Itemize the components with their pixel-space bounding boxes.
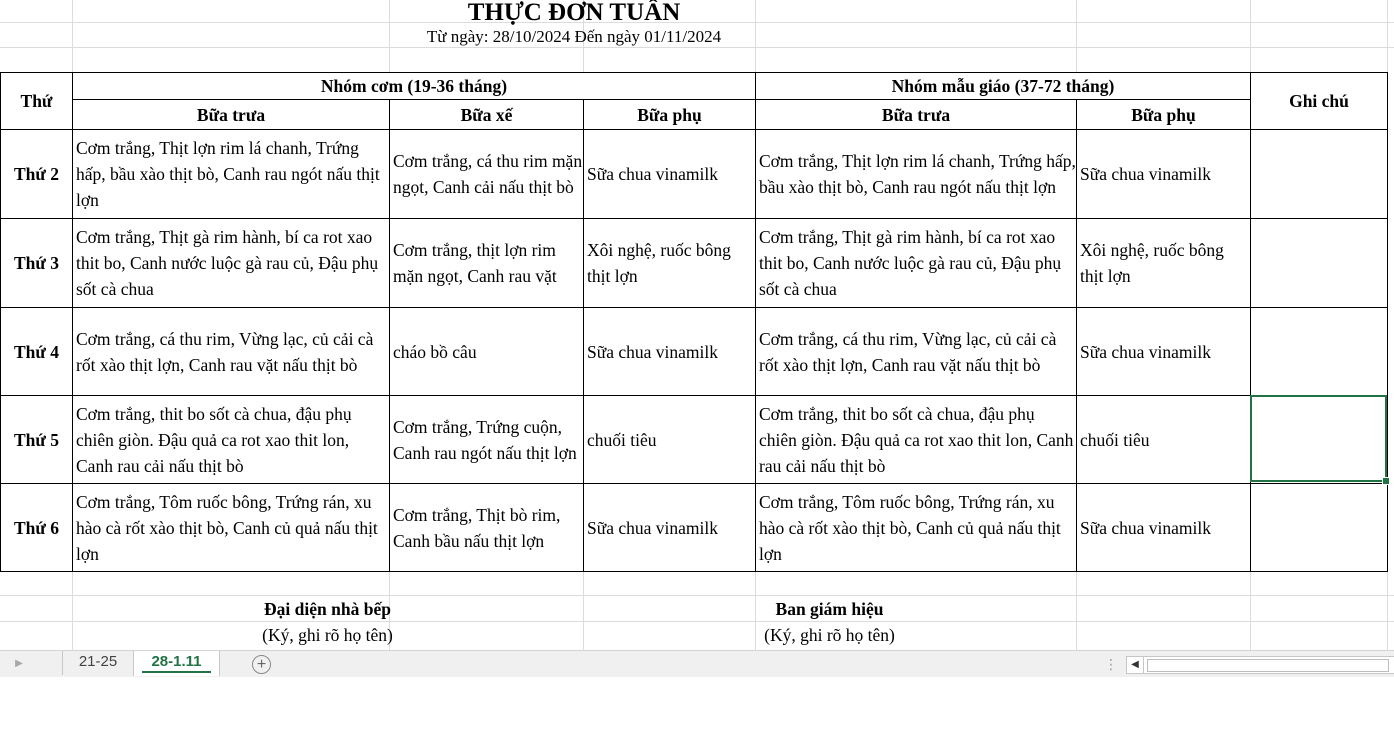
g1-afternoon-cell[interactable]: cháo bồ câu <box>390 308 584 396</box>
sheet-tab-bar <box>0 650 1394 677</box>
header-group-kindergarten[interactable]: Nhóm mẫu giáo (37-72 tháng) <box>756 73 1251 100</box>
g2-snack-cell[interactable]: Sữa chua vinamilk <box>1077 484 1251 572</box>
selected-cell[interactable] <box>1250 395 1387 482</box>
notes-cell[interactable] <box>1251 484 1388 572</box>
g2-lunch-cell[interactable]: Cơm trắng, thit bo sốt cà chua, đậu phụ chiên giòn. Đậu quả ca rot xao thit lon, Canh rau cải nấu thịt bò <box>756 396 1077 484</box>
horizontal-scrollbar[interactable] <box>1126 656 1394 674</box>
sheet-tab-21-25[interactable]: 21-25 <box>62 651 133 675</box>
g2-lunch-cell[interactable]: Cơm trắng, Thịt gà rim hành, bí ca rot xao thit bo, Canh nước luộc gà rau củ, Đậu phụ sốt cà chua <box>756 219 1077 308</box>
kitchen-signature-note[interactable]: (Ký, ghi rõ họ tên) <box>262 625 393 645</box>
table-row <box>1 308 1388 396</box>
g2-snack-cell[interactable]: Sữa chua vinamilk <box>1077 130 1251 219</box>
triangle-right-icon[interactable]: ▶ <box>15 658 23 669</box>
g1-lunch-cell[interactable]: Cơm trắng, thit bo sốt cà chua, đậu phụ chiên giòn. Đậu quả ca rot xao thit lon, Canh rau cải nấu thịt bò <box>73 396 390 484</box>
table-row <box>1 396 1388 484</box>
g1-afternoon-cell[interactable]: Cơm trắng, cá thu rim mặn ngọt, Canh cải nấu thịt bò <box>390 130 584 219</box>
g1-snack-cell[interactable]: Sữa chua vinamilk <box>584 308 756 396</box>
day-cell[interactable]: Thứ 2 <box>1 130 73 219</box>
g1-snack-cell[interactable]: Sữa chua vinamilk <box>584 130 756 219</box>
g1-snack-cell[interactable]: Xôi nghệ, ruốc bông thịt lợn <box>584 219 756 308</box>
header-g2-lunch[interactable]: Bữa trưa <box>756 100 1077 130</box>
header-g1-afternoon[interactable]: Bữa xế <box>390 100 584 130</box>
notes-cell[interactable] <box>1251 308 1388 396</box>
g1-lunch-cell[interactable]: Cơm trắng, cá thu rim, Vừng lạc, củ cải cà rốt xào thịt lợn, Canh rau vặt nấu thịt bò <box>73 308 390 396</box>
plus-circle-icon[interactable]: + <box>252 655 271 674</box>
g2-lunch-cell[interactable]: Cơm trắng, cá thu rim, Vừng lạc, củ cải cà rốt xào thịt lợn, Canh rau vặt nấu thịt bò <box>756 308 1077 396</box>
vertical-dots-icon[interactable]: ⋮ <box>1104 656 1118 672</box>
day-cell[interactable]: Thứ 5 <box>1 396 73 484</box>
g2-lunch-cell[interactable]: Cơm trắng, Thịt lợn rim lá chanh, Trứng hấp, bầu xào thịt bò, Canh rau ngót nấu thịt lợn <box>756 130 1077 219</box>
day-cell[interactable]: Thứ 3 <box>1 219 73 308</box>
g1-lunch-cell[interactable]: Cơm trắng, Thịt lợn rim lá chanh, Trứng hấp, bầu xào thịt bò, Canh rau ngót nấu thịt lợn <box>73 130 390 219</box>
active-tab-label: 28-1.11 <box>151 653 202 670</box>
g2-snack-cell[interactable]: chuối tiêu <box>1077 396 1251 484</box>
notes-cell[interactable] <box>1251 130 1388 219</box>
board-signature-title[interactable]: Ban giám hiệu <box>775 599 884 619</box>
table-row <box>1 219 1388 308</box>
g1-afternoon-cell[interactable]: Cơm trắng, thịt lợn rim mặn ngọt, Canh rau vặt <box>390 219 584 308</box>
g1-lunch-cell[interactable]: Cơm trắng, Tôm ruốc bông, Trứng rán, xu hào cà rốt xào thịt bò, Canh củ quả nấu thịt lợn <box>73 484 390 572</box>
header-g2-snack[interactable]: Bữa phụ <box>1077 100 1251 130</box>
kitchen-signature-title[interactable]: Đại diện nhà bếp <box>264 599 391 619</box>
date-range[interactable]: Từ ngày: 28/10/2024 Đến ngày 01/11/2024 <box>426 27 722 46</box>
scrollbar-thumb[interactable] <box>1147 659 1389 672</box>
table-row <box>1 484 1388 572</box>
g2-snack-cell[interactable]: Xôi nghệ, ruốc bông thịt lợn <box>1077 219 1251 308</box>
notes-cell[interactable] <box>1251 219 1388 308</box>
day-cell[interactable]: Thứ 6 <box>1 484 73 572</box>
day-cell[interactable]: Thứ 4 <box>1 308 73 396</box>
g2-lunch-cell[interactable]: Cơm trắng, Tôm ruốc bông, Trứng rán, xu hào cà rốt xào thịt bò, Canh củ quả nấu thịt lợn <box>756 484 1077 572</box>
header-group-rice[interactable]: Nhóm cơm (19-36 tháng) <box>73 73 756 100</box>
gridline <box>0 621 1394 622</box>
header-g1-lunch[interactable]: Bữa trưa <box>73 100 390 130</box>
active-tab-indicator <box>142 671 211 673</box>
g1-snack-cell[interactable]: Sữa chua vinamilk <box>584 484 756 572</box>
header-notes[interactable]: Ghi chú <box>1251 73 1388 130</box>
g2-snack-cell[interactable]: Sữa chua vinamilk <box>1077 308 1251 396</box>
g1-afternoon-cell[interactable]: Cơm trắng, Thịt bò rim, Canh bầu nấu thịt lợn <box>390 484 584 572</box>
gridline <box>0 595 1394 596</box>
header-day[interactable]: Thứ <box>1 73 73 130</box>
g1-afternoon-cell[interactable]: Cơm trắng, Trứng cuộn, Canh rau ngót nấu thịt lợn <box>390 396 584 484</box>
header-g1-snack[interactable]: Bữa phụ <box>584 100 756 130</box>
table-row <box>1 130 1388 219</box>
sheet-title[interactable]: THỰC ĐƠN TUẦN <box>467 0 681 26</box>
g1-lunch-cell[interactable]: Cơm trắng, Thịt gà rim hành, bí ca rot xao thit bo, Canh nước luộc gà rau củ, Đậu phụ sốt cà chua <box>73 219 390 308</box>
sheet-tab-28-1-11[interactable] <box>133 651 220 676</box>
board-signature-note[interactable]: (Ký, ghi rõ họ tên) <box>764 625 895 645</box>
menu-table <box>0 72 1388 572</box>
arrow-left-icon[interactable]: ◀ <box>1127 657 1144 673</box>
g1-snack-cell[interactable]: chuối tiêu <box>584 396 756 484</box>
